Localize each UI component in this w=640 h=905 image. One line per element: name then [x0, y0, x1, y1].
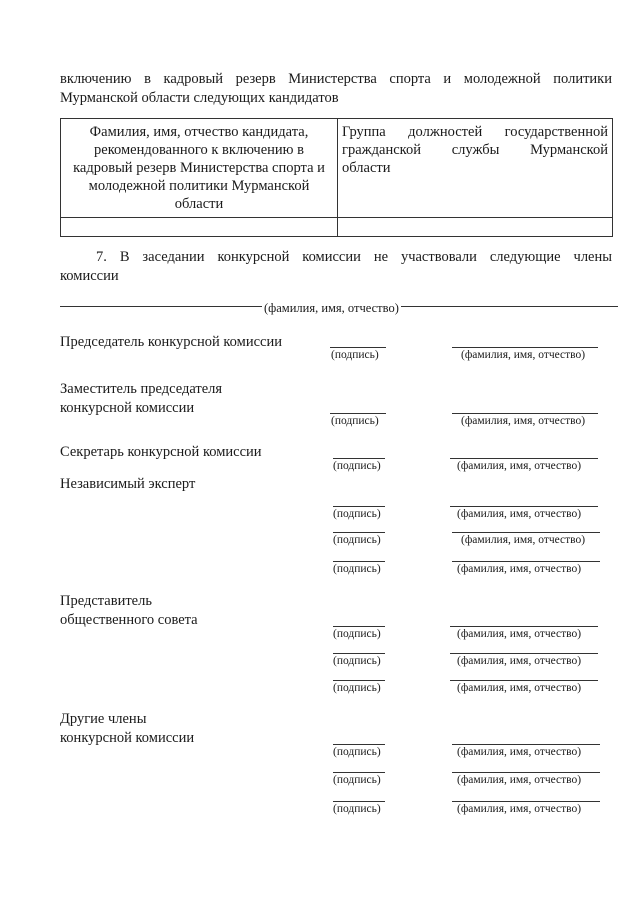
paragraph-7 — [60, 248, 612, 286]
fio-caption: (фамилия, имя, отчество) — [457, 774, 582, 786]
signature-caption: (подпись) — [333, 534, 381, 546]
signature-line — [333, 532, 385, 533]
fio-line — [450, 626, 598, 627]
other-members-label-line-2: конкурсной комиссии — [60, 730, 195, 746]
public-council-label — [60, 592, 198, 630]
fio-caption: (фамилия, имя, отчество) — [457, 460, 582, 472]
fio-line — [450, 506, 598, 507]
candidate-name-cell — [61, 218, 338, 237]
fio-caption: (фамилия, имя, отчество) — [457, 655, 582, 667]
signature-caption: (подпись) — [333, 655, 381, 667]
other-members-label — [60, 710, 194, 748]
deputy-label-line-1: Заместитель председателя — [60, 381, 223, 397]
signature-caption: (подпись) — [333, 803, 381, 815]
signature-line — [333, 744, 385, 745]
chairman-label: Председатель конкурсной комиссии — [60, 334, 282, 350]
fio-line — [450, 653, 598, 654]
fio-line — [452, 744, 600, 745]
fio-line — [452, 532, 600, 533]
deputy-label — [60, 380, 222, 418]
fio-line — [452, 347, 598, 348]
signature-caption: (подпись) — [333, 563, 381, 575]
fio-caption: (фамилия, имя, отчество) — [457, 628, 582, 640]
fio-line — [452, 801, 600, 802]
signature-line — [333, 801, 385, 802]
signature-line — [333, 772, 385, 773]
fio-line — [452, 772, 600, 773]
position-group-cell — [338, 218, 613, 237]
fio-caption: (фамилия, имя, отчество) — [461, 415, 586, 427]
fio-line — [450, 458, 598, 459]
signature-caption: (подпись) — [333, 774, 381, 786]
intro-line-1: включению в кадровый резерв Министерства спорта и молодежной политики — [60, 71, 612, 87]
signature-line — [333, 458, 385, 459]
intro-text — [60, 70, 612, 108]
col2-header-line-2: гражданской службы Мурманской — [342, 142, 608, 158]
signature-caption: (подпись) — [333, 628, 381, 640]
fio-line — [452, 413, 598, 414]
col2-header — [338, 119, 613, 218]
col2-header-line-3: области — [342, 160, 391, 176]
intro-line-2: Мурманской области следующих кандидатов — [60, 90, 339, 106]
fio-line — [452, 561, 600, 562]
signature-caption: (подпись) — [333, 746, 381, 758]
fio-line — [450, 680, 598, 681]
fio-caption: (фамилия, имя, отчество) — [461, 534, 586, 546]
signature-caption: (подпись) — [331, 349, 379, 361]
col1-header: Фамилия, имя, отчество кандидата, рекомендованного к включению в кадровый резерв Министерства спорта и молодежной политики Мурманской области — [61, 119, 338, 218]
fio-caption: (фамилия, имя, отчество) — [457, 803, 582, 815]
public-council-label-line-1: Представитель — [60, 593, 152, 609]
paragraph-7-line-1: 7. В заседании конкурсной комиссии не участвовали следующие члены — [96, 249, 612, 265]
absent-members-caption: (фамилия, имя, отчество) — [264, 301, 399, 315]
secretary-label: Секретарь конкурсной комиссии — [60, 444, 262, 460]
deputy-label-line-2: конкурсной комиссии — [60, 400, 195, 416]
signature-line — [333, 506, 385, 507]
signature-caption: (подпись) — [333, 460, 381, 472]
public-council-label-line-2: общественного совета — [60, 612, 198, 628]
fio-caption: (фамилия, имя, отчество) — [457, 746, 582, 758]
paragraph-7-line-2: комиссии — [60, 268, 119, 284]
signature-caption: (подпись) — [333, 682, 381, 694]
fio-caption: (фамилия, имя, отчество) — [457, 682, 582, 694]
expert-label: Независимый эксперт — [60, 476, 196, 492]
fio-caption: (фамилия, имя, отчество) — [457, 508, 582, 520]
signature-line — [333, 653, 385, 654]
signature-caption: (подпись) — [333, 508, 381, 520]
signature-line — [330, 347, 386, 348]
fio-caption: (фамилия, имя, отчество) — [461, 349, 586, 361]
signature-caption: (подпись) — [331, 415, 379, 427]
signature-line — [333, 561, 385, 562]
candidates-table — [60, 118, 613, 237]
signature-line — [330, 413, 386, 414]
col2-header-line-1: Группа должностей государственной — [342, 124, 608, 140]
signature-line — [333, 680, 385, 681]
other-members-label-line-1: Другие члены — [60, 711, 147, 727]
signature-line — [333, 626, 385, 627]
fio-caption: (фамилия, имя, отчество) — [457, 563, 582, 575]
